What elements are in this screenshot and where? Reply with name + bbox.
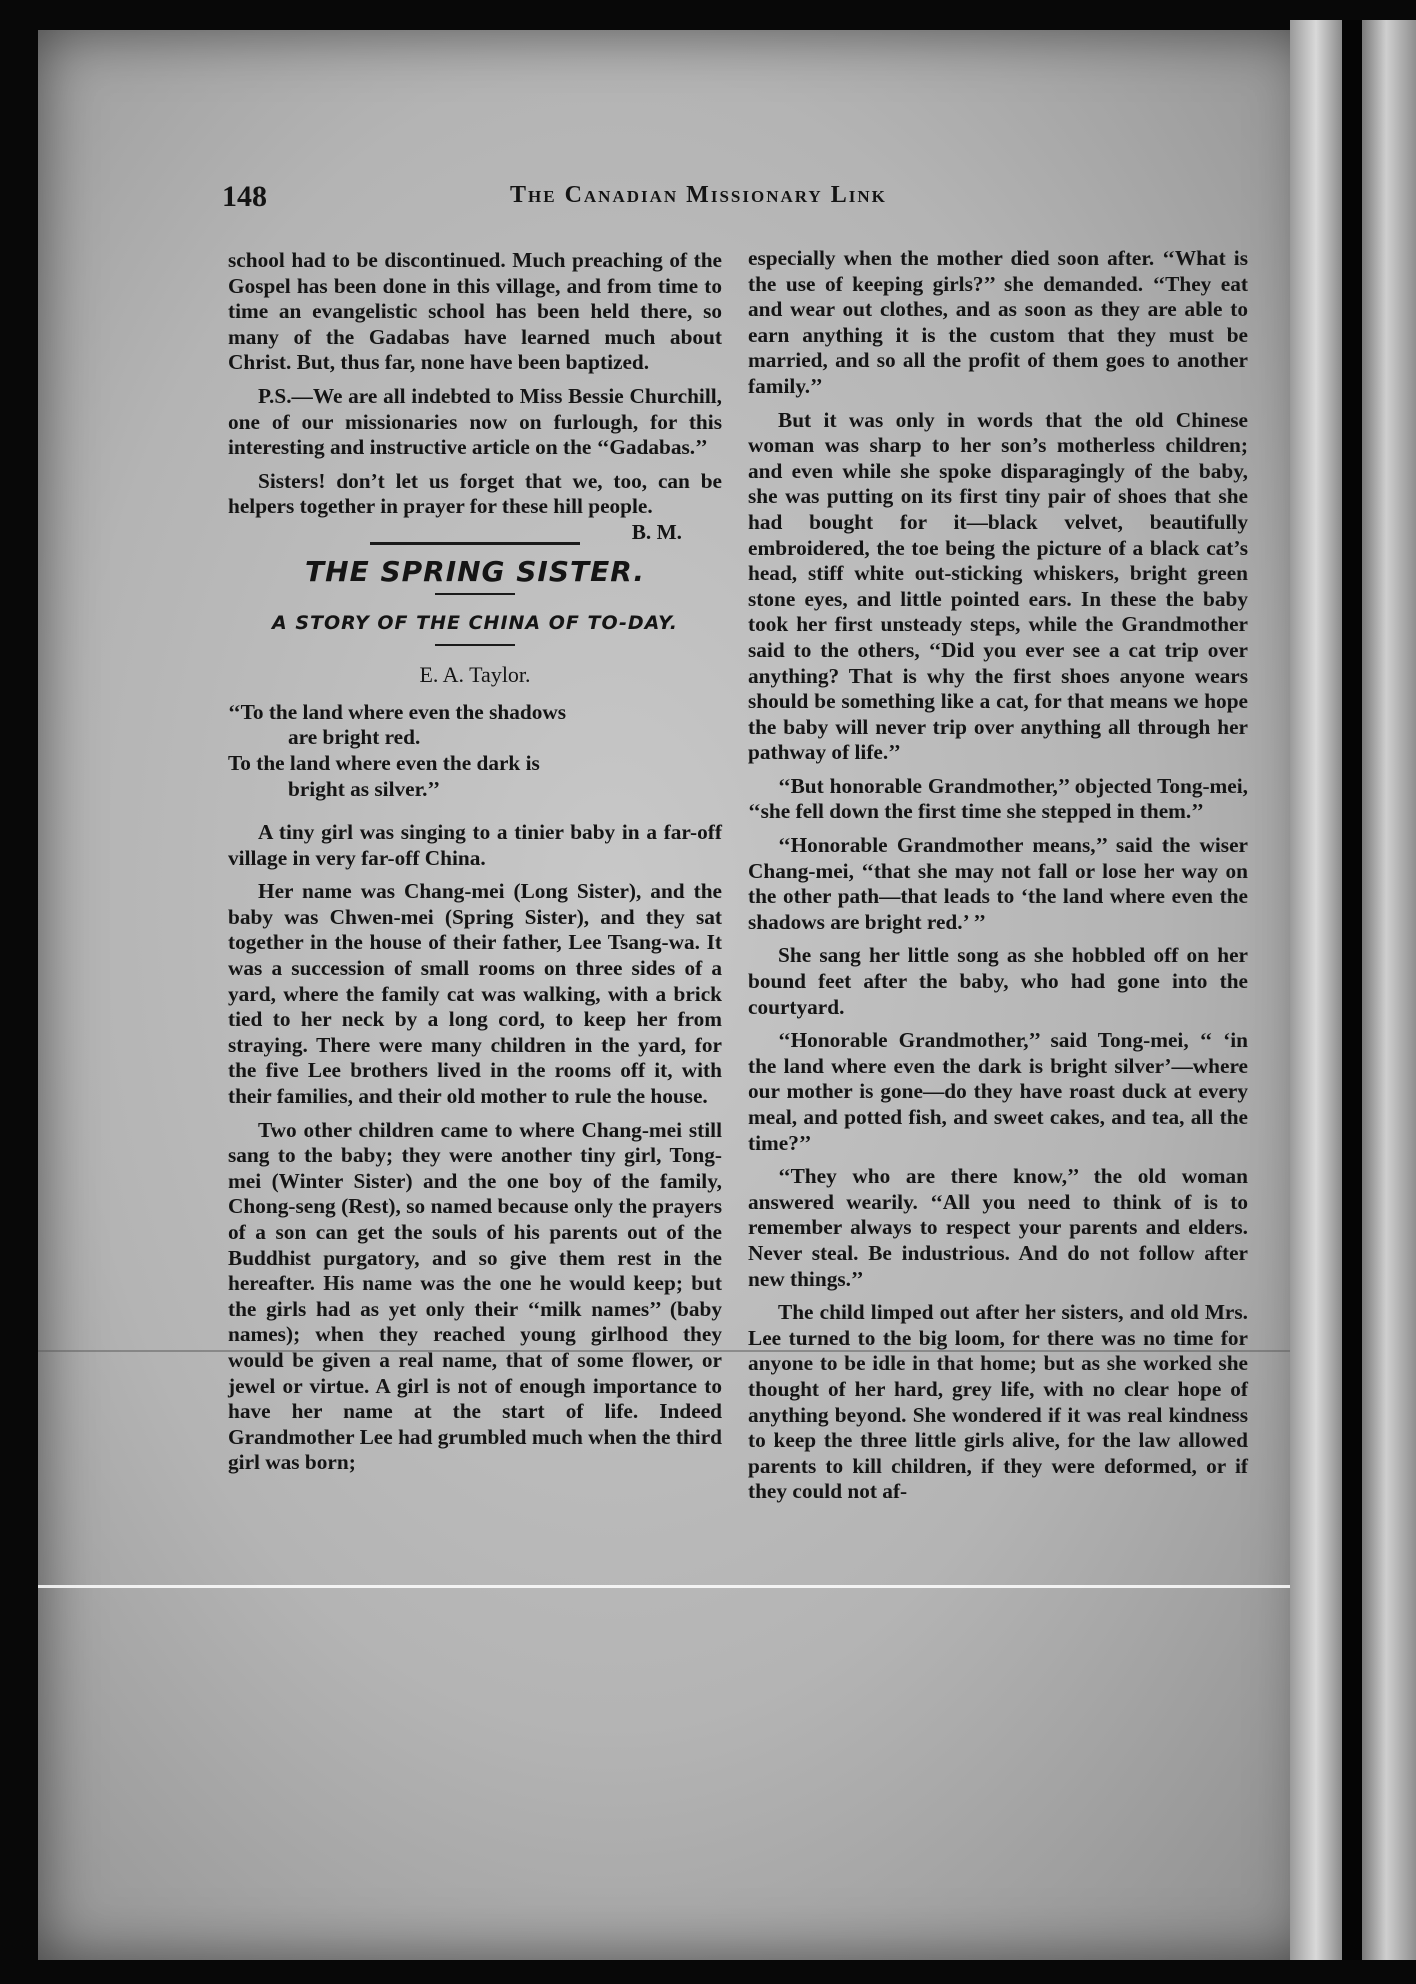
title-rule <box>435 593 515 595</box>
section-divider <box>370 542 580 545</box>
article-paragraph: The child limped out after her sisters, and old Mrs. Lee turned to the big loom, for there was no time for anyone to be idle in that home; but as she worked she thought of her hard, grey life, with no clear hope of anything beyond. She wondered if it was real kindness to keep the three little girls alive, for the law allowed parents to kill children, if they were deformed, or if they could not af- <box>748 1300 1248 1504</box>
next-page-edge <box>1362 20 1416 1960</box>
poem-line: To the land where even the dark is <box>228 750 540 775</box>
article-subtitle: A STORY OF THE CHINA OF TO-DAY. <box>272 611 678 634</box>
running-head <box>222 180 1222 213</box>
poem-line: ‘‘To the land where even the shadows <box>228 699 567 724</box>
article-paragraph: especially when the mother died soon after. ‘‘What is the use of keeping girls?’’ she demanded. ‘‘They eat and wear out clothes, and as soon as they are able to earn anything it is the custom that they must be married, and so all the profit of them goes to another family.’’ <box>748 246 1248 398</box>
article-paragraph: ‘‘Honorable Grandmother,’’ said Tong-mei, ‘‘ ‘in the land where even the dark is bright silver’—where our mother is gone—do they have roast duck at every meal, and potted fish, and sweet cakes, and tea, all the time?’’ <box>748 1028 1248 1155</box>
subtitle-rule <box>435 644 515 646</box>
scan-artifact-line <box>38 1585 1290 1588</box>
article-paragraph: ‘‘Honorable Grandmother means,’’ said the wiser Chang-mei, ‘‘that she may not fall or lose her way on the other path—that leads to ‘the land where even the shadows are bright red.’ ’’ <box>748 833 1248 934</box>
article-paragraph: ‘‘But honorable Grandmother,’’ objected Tong-mei, ‘‘she fell down the first time she stepped in them.’’ <box>748 773 1248 824</box>
epigraph-poem <box>228 700 722 802</box>
binding-gutter <box>1290 20 1342 1960</box>
article-paragraph: But it was only in words that the old Chinese woman was sharp to her son’s motherless children; and even while she spoke disparagingly of the baby, she was putting on its first tiny pair of shoes that she had bought for it—black velvet, beautifully embroidered, the toe being the picture of a black cat’s head, stiff white out-sticking whiskers, bright green stone eyes, and little pointed ears. In these the baby took her first unsteady steps, while the Grandmother said to the others, ‘‘Did you ever see a cat trip over anything? That is why the first shoes anyone wears should be something like a cat, for that means we hope the baby will never trip over anything all through her pathway of life.’’ <box>748 407 1248 765</box>
poem-line: bright as silver.’’ <box>288 776 441 801</box>
article-paragraph: Two other children came to where Chang-mei still sang to the baby; they were another tiny girl, Tong-mei (Winter Sister) and the one boy of the family, Chong-seng (Rest), so named because only the prayers of a son can get the souls of his parents out of the Buddhist purgatory, and so give them rest in the hereafter. His name was the one he would keep; but the girls had as yet only their ‘‘milk names’’ (baby names); when they reached young girlhood they would be given a real name, that of some flower, or jewel or virtue. A girl is not of enough importance to have her name at the start of life. Indeed Grandmother Lee had grumbled much when the third girl was born; <box>228 1117 722 1475</box>
article-paragraph: She sang her little song as she hobbled off on her bound feet after the baby, who had gone into the courtyard. <box>748 943 1248 1019</box>
journal-title: The Canadian Missionary Link <box>510 182 887 208</box>
poem-line: are bright red. <box>288 725 421 750</box>
article-title: THE SPRING SISTER. <box>305 554 645 588</box>
article-paragraph: Her name was Chang-mei (Long Sister), and the baby was Chwen-mei (Spring Sister), and they sat together in the house of their father, Lee Tsang-wa. It was a succession of small rooms on three sides of a yard, where the family cat was walking, with a brick tied to her neck by a long cord, to keep her from straying. There were many children in the yard, for the five Lee brothers lived in the rooms off it, with their families, and their old mother to rule the house. <box>228 879 722 1109</box>
article-paragraph: A tiny girl was singing to a tinier baby in a far-off village in very far-off China. <box>228 820 722 870</box>
page-number: 148 <box>222 180 267 213</box>
right-column <box>748 246 1248 1513</box>
intro-paragraph: school had to be discontinued. Much preaching of the Gospel has been done in this village, and from time to time an evangelistic school has been held there, so many of the Gadabas have learned much about Christ. But, thus far, none have been baptized. <box>228 248 722 375</box>
binding-shadow <box>1342 20 1362 1960</box>
article-byline: E. A. Taylor. <box>419 662 531 688</box>
ps-paragraph: P.S.—We are all indebted to Miss Bessie Churchill, one of our missionaries now on furlough, for this interesting and instructive article on the ‘‘Gadabas.’’ <box>228 383 722 460</box>
appeal-text: Sisters! don’t let us forget that we, too, can be helpers together in prayer for these hill people. <box>228 468 722 519</box>
article-paragraph: ‘‘They who are there know,’’ the old woman answered wearily. ‘‘All you need to think of is to remember always to respect your parents and elders. Never steal. Be industrious. And do not follow after new things.’’ <box>748 1164 1248 1291</box>
signoff: B. M. <box>631 519 682 544</box>
appeal-paragraph <box>228 468 722 544</box>
left-column <box>228 248 722 1484</box>
